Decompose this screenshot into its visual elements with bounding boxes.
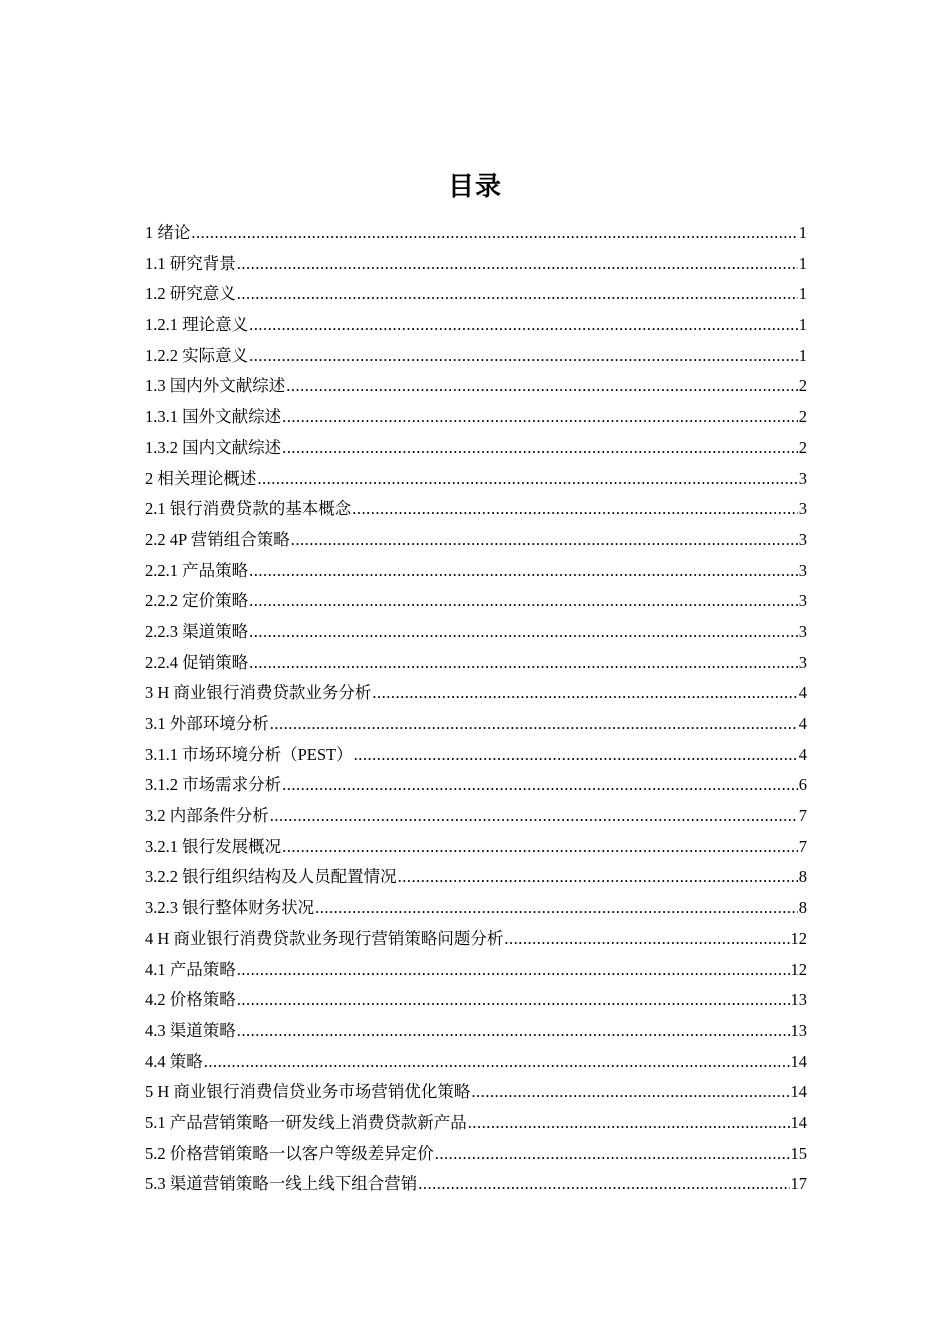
dot-leader xyxy=(270,709,798,740)
toc-entry-label: 5.2 价格营销策略一以客户等级差异定价 xyxy=(145,1143,434,1163)
toc-entry-label: 4.4 策略 xyxy=(145,1051,203,1071)
toc-entry-page-number: 1 xyxy=(798,315,807,335)
dot-leader xyxy=(270,801,798,832)
dot-leader xyxy=(372,678,797,709)
toc-entry-page-number: 1 xyxy=(798,223,807,242)
toc-entry-page-number: 13 xyxy=(790,1020,807,1040)
dot-leader xyxy=(468,1108,790,1139)
dot-leader xyxy=(352,494,798,525)
toc-entry-label: 4.3 渠道策略 xyxy=(145,1020,236,1040)
dot-leader xyxy=(249,310,798,341)
toc-entry[interactable] xyxy=(145,249,807,280)
toc-entry-label: 1.3 国内外文献综述 xyxy=(145,376,286,396)
toc-entry[interactable] xyxy=(145,371,807,402)
dot-leader xyxy=(315,893,798,924)
toc-entry-page-number: 8 xyxy=(798,867,807,887)
toc-entry-label: 2.2.4 促销策略 xyxy=(145,652,249,672)
toc-entry-label: 1.3.2 国内文献综述 xyxy=(145,437,282,457)
dot-leader xyxy=(249,617,798,648)
toc-entry[interactable] xyxy=(145,1108,807,1139)
toc-entry[interactable] xyxy=(145,985,807,1016)
toc-entry-page-number: 3 xyxy=(798,468,807,488)
toc-entry-page-number: 1 xyxy=(798,284,807,304)
toc-entry[interactable] xyxy=(145,464,807,495)
toc-entry[interactable] xyxy=(145,648,807,679)
table-of-contents xyxy=(145,218,807,1200)
toc-entry[interactable] xyxy=(145,924,807,955)
toc-entry-label: 1.1 研究背景 xyxy=(145,253,236,273)
dot-leader xyxy=(471,1077,789,1108)
toc-title: 目录 xyxy=(447,172,502,202)
toc-entry-page-number: 15 xyxy=(790,1143,807,1163)
toc-entry[interactable] xyxy=(145,341,807,372)
toc-entry[interactable] xyxy=(145,218,807,249)
dot-leader xyxy=(282,402,798,433)
toc-entry[interactable] xyxy=(145,1169,807,1200)
dot-leader xyxy=(249,648,798,679)
toc-entry-page-number: 14 xyxy=(790,1112,807,1132)
dot-leader xyxy=(286,371,798,402)
toc-entry-page-number: 13 xyxy=(790,990,807,1010)
dot-leader xyxy=(237,985,790,1016)
toc-entry-page-number: 4 xyxy=(798,744,807,764)
toc-entry[interactable] xyxy=(145,494,807,525)
dot-leader xyxy=(249,556,798,587)
toc-entry-page-number: 3 xyxy=(798,499,807,519)
toc-entry[interactable] xyxy=(145,525,807,556)
toc-entry-page-number: 3 xyxy=(798,529,807,549)
toc-entry-page-number: 14 xyxy=(790,1082,807,1102)
dot-leader xyxy=(249,586,798,617)
toc-entry[interactable] xyxy=(145,1077,807,1108)
dot-leader xyxy=(435,1139,790,1170)
toc-entry-page-number: 7 xyxy=(798,836,807,856)
toc-entry[interactable] xyxy=(145,310,807,341)
toc-entry-label: 2.2.3 渠道策略 xyxy=(145,621,249,641)
toc-entry-label: 1.2.2 实际意义 xyxy=(145,345,249,365)
toc-entry-label: 2.1 银行消费贷款的基本概念 xyxy=(145,499,352,519)
dot-leader xyxy=(237,1016,790,1047)
toc-entry[interactable] xyxy=(145,832,807,863)
toc-entry[interactable] xyxy=(145,1016,807,1047)
toc-entry-label: 1 绪论 xyxy=(145,223,191,242)
toc-entry-label: 1.2 研究意义 xyxy=(145,284,236,304)
toc-entry-page-number: 7 xyxy=(798,806,807,826)
dot-leader xyxy=(257,464,797,495)
toc-entry[interactable] xyxy=(145,1047,807,1078)
toc-entry[interactable] xyxy=(145,279,807,310)
toc-entry-label: 2.2 4P 营销组合策略 xyxy=(145,529,290,549)
toc-entry-label: 2.2.1 产品策略 xyxy=(145,560,249,580)
toc-entry-page-number: 4 xyxy=(798,683,807,703)
toc-entry-label: 1.2.1 理论意义 xyxy=(145,315,249,335)
toc-entry-label: 1.3.1 国外文献综述 xyxy=(145,407,282,427)
dot-leader xyxy=(249,341,798,372)
toc-entry-label: 5.3 渠道营销策略一线上线下组合营销 xyxy=(145,1174,418,1194)
dot-leader xyxy=(204,1047,790,1078)
dot-leader xyxy=(237,279,798,310)
toc-entry[interactable] xyxy=(145,1139,807,1170)
toc-entry-label: 5.1 产品营销策略一研发线上消费贷款新产品 xyxy=(145,1112,467,1132)
toc-entry-page-number: 1 xyxy=(798,253,807,273)
toc-entry-page-number: 8 xyxy=(798,898,807,918)
dot-leader xyxy=(354,740,798,771)
toc-entry[interactable] xyxy=(145,617,807,648)
dot-leader xyxy=(237,249,798,280)
toc-entry-page-number: 3 xyxy=(798,621,807,641)
toc-entry[interactable] xyxy=(145,893,807,924)
toc-entry-label: 5 H 商业银行消费信贷业务市场营销优化策略 xyxy=(145,1082,471,1102)
toc-entry-page-number: 12 xyxy=(790,959,807,979)
toc-entry[interactable] xyxy=(145,709,807,740)
toc-entry[interactable] xyxy=(145,740,807,771)
toc-entry-page-number: 3 xyxy=(798,652,807,672)
toc-entry-label: 3.2 内部条件分析 xyxy=(145,806,269,826)
toc-entry[interactable] xyxy=(145,801,807,832)
toc-entry-page-number: 17 xyxy=(790,1174,807,1194)
toc-entry[interactable] xyxy=(145,862,807,893)
toc-entry-label: 3.1.1 市场环境分析（PEST） xyxy=(145,744,353,764)
toc-entry[interactable] xyxy=(145,770,807,801)
toc-entry-label: 3.1 外部环境分析 xyxy=(145,714,269,733)
toc-entry-label: 3.2.1 银行发展概况 xyxy=(145,836,282,856)
toc-entry-label: 2.2.2 定价策略 xyxy=(145,591,249,611)
toc-entry[interactable] xyxy=(145,955,807,986)
dot-leader xyxy=(282,770,798,801)
toc-entry-page-number: 4 xyxy=(798,714,807,733)
toc-entry-page-number: 12 xyxy=(790,928,807,948)
toc-entry-page-number: 2 xyxy=(798,437,807,457)
toc-entry[interactable] xyxy=(145,678,807,709)
toc-entry[interactable] xyxy=(145,556,807,587)
toc-entry-label: 4.2 价格策略 xyxy=(145,990,236,1010)
toc-entry-label: 3 H 商业银行消费贷款业务分析 xyxy=(145,683,372,703)
toc-entry-label: 3.1.2 市场需求分析 xyxy=(145,775,282,795)
dot-leader xyxy=(191,218,797,249)
toc-entry[interactable] xyxy=(145,402,807,433)
toc-entry-label: 3.2.2 银行组织结构及人员配置情况 xyxy=(145,867,397,887)
dot-leader xyxy=(237,955,790,986)
toc-entry-page-number: 3 xyxy=(798,591,807,611)
toc-entry-page-number: 6 xyxy=(798,775,807,795)
dot-leader xyxy=(398,862,798,893)
toc-entry[interactable] xyxy=(145,586,807,617)
dot-leader xyxy=(418,1169,789,1200)
toc-entry-page-number: 2 xyxy=(798,407,807,427)
toc-entry-page-number: 1 xyxy=(798,345,807,365)
dot-leader xyxy=(291,525,798,556)
dot-leader xyxy=(504,924,789,955)
toc-entry-page-number: 2 xyxy=(798,376,807,396)
toc-entry-page-number: 14 xyxy=(790,1051,807,1071)
toc-entry-label: 4.1 产品策略 xyxy=(145,959,236,979)
toc-entry-label: 4 H 商业银行消费贷款业务现行营销策略问题分析 xyxy=(145,928,504,948)
toc-entry-label: 3.2.3 银行整体财务状况 xyxy=(145,898,315,918)
toc-entry-label: 2 相关理论概述 xyxy=(145,468,257,488)
dot-leader xyxy=(282,832,798,863)
toc-entry[interactable] xyxy=(145,433,807,464)
toc-entry-page-number: 3 xyxy=(798,560,807,580)
dot-leader xyxy=(282,433,798,464)
